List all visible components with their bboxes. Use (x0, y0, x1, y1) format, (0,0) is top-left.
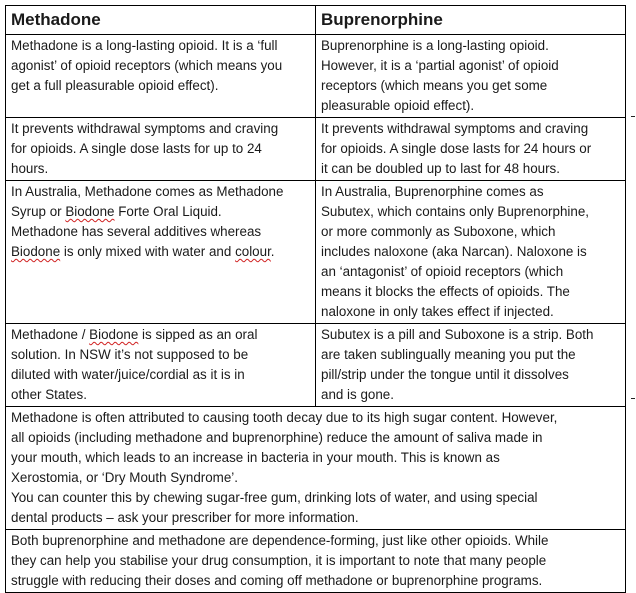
text-line: Both buprenorphine and methadone are dependence-forming, just like other opioids. While (11, 533, 549, 548)
buprenorphine-cell (316, 324, 626, 407)
text-line: pill/strip under the tongue until it dissolves (321, 367, 569, 382)
text-line: get a full pleasurable opioid effect). (11, 78, 219, 93)
text-line: it can be doubled up to last for 48 hours. (321, 161, 560, 176)
text-line: Subutex, which contains only Buprenorphine, (321, 204, 589, 219)
buprenorphine-cell (316, 35, 626, 118)
text-fragment: . (270, 244, 275, 259)
text-line: hours. (11, 161, 49, 176)
text-line (11, 242, 311, 262)
text-line: Xerostomia, or ‘Dry Mouth Syndrome’. (11, 470, 238, 485)
text-line: In Australia, Methadone comes as Methadone (11, 184, 284, 199)
text-line: In Australia, Buprenorphine comes as (321, 184, 544, 199)
text-line: solution. In NSW it’s not supposed to be (11, 347, 249, 362)
text-line: naloxone in only takes effect if injected. (321, 304, 554, 319)
text-line: receptors (which means you get some (321, 78, 548, 93)
methadone-cell (6, 324, 316, 407)
text-line: all opioids (including methadone and buprenorphine) reduce the amount of saliva made in (11, 430, 543, 445)
text-line: However, it is a ‘partial agonist’ of opioid (321, 58, 559, 73)
buprenorphine-cell (316, 181, 626, 324)
text-line: an ‘antagonist’ of opioid receptors (which (321, 264, 564, 279)
text-line: other States. (11, 387, 87, 402)
text-line: and is gone. (321, 387, 394, 402)
methadone-cell (6, 118, 316, 181)
text-line: It prevents withdrawal symptoms and craving (321, 121, 589, 136)
table-row (6, 324, 626, 407)
table-edge-mark (631, 398, 635, 399)
spellcheck-word: colour (235, 244, 271, 259)
text-fragment: Forte Oral Liquid. (114, 204, 222, 219)
text-line: means it blocks the effects of opioids. The (321, 284, 570, 299)
text-fragment: Syrup or (11, 204, 66, 219)
text-line: or more commonly as Suboxone, which (321, 224, 556, 239)
table-row (6, 181, 626, 324)
text-line: struggle with reducing their doses and coming off methadone or buprenorphine programs. (11, 573, 543, 588)
text-line: for opioids. A single dose lasts for 24 hours or (321, 141, 592, 156)
text-fragment: Methadone / (11, 327, 90, 342)
text-line: Methadone is often attributed to causing tooth decay due to its high sugar content. However, (11, 410, 558, 425)
text-line: You can counter this by chewing sugar-free gum, drinking lots of water, and using special (11, 490, 538, 505)
text-line: diluted with water/juice/cordial as it is in (11, 367, 245, 382)
text-line: are taken sublingually meaning you put the (321, 347, 576, 362)
text-line: they can help you stabilise your drug consumption, it is important to note that many people (11, 553, 547, 568)
spellcheck-word: Biodone (89, 327, 139, 342)
text-line: agonist’ of opioid receptors (which means you (11, 58, 283, 73)
header-methadone: Methadone (6, 6, 316, 35)
spellcheck-word: Biodone (11, 244, 61, 259)
tooth-decay-cell (6, 407, 626, 530)
header-buprenorphine: Buprenorphine (316, 6, 626, 35)
text-line: includes naloxone (aka Narcan). Naloxone is (321, 244, 587, 259)
text-line (11, 325, 311, 345)
text-line: pleasurable opioid effect). (321, 98, 475, 113)
buprenorphine-cell (316, 118, 626, 181)
methadone-cell (6, 35, 316, 118)
text-line: It prevents withdrawal symptoms and craving (11, 121, 279, 136)
text-line: your mouth, which leads to an increase in bacteria in your mouth. This is known as (11, 450, 500, 465)
text-line: for opioids. A single dose lasts for up to 24 (11, 141, 262, 156)
table-row (6, 35, 626, 118)
table-row (6, 530, 626, 593)
text-line: dental products – ask your prescriber for more information. (11, 510, 359, 525)
methadone-cell (6, 181, 316, 324)
dependence-cell (6, 530, 626, 593)
spellcheck-word: Biodone (65, 204, 115, 219)
header-row (6, 6, 626, 35)
text-line (11, 202, 311, 222)
comparison-document (5, 5, 625, 593)
text-fragment: is only mixed with water and (60, 244, 236, 259)
text-line: Buprenorphine is a long-lasting opioid. (321, 38, 549, 53)
text-fragment: is sipped as an oral (138, 327, 258, 342)
table-row (6, 118, 626, 181)
comparison-table (5, 5, 626, 593)
text-line: Methadone is a long-lasting opioid. It is a ‘full (11, 38, 278, 53)
table-edge-mark (631, 116, 635, 117)
text-line: Subutex is a pill and Suboxone is a strip. Both (321, 327, 594, 342)
table-row (6, 407, 626, 530)
text-line: Methadone has several additives whereas (11, 224, 262, 239)
